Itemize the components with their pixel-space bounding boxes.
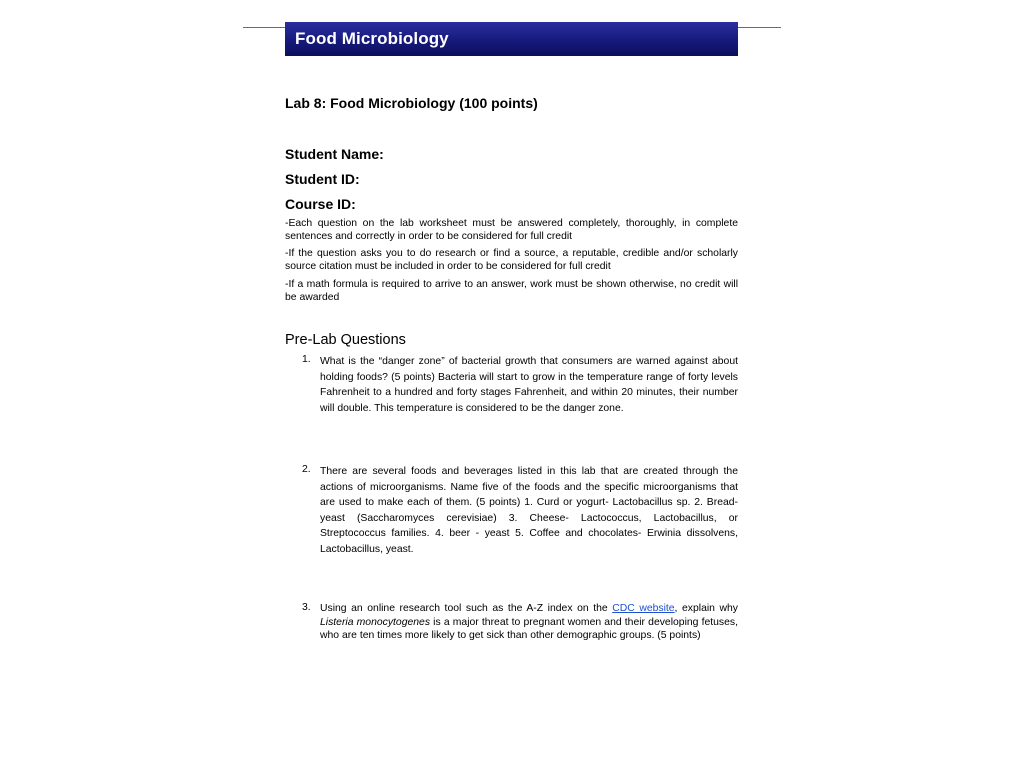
instruction-sources: -If the question asks you to do research or find a source, a reputable, credible and/or scholarly source citation must be included in order to be considered for full credit [285,248,738,272]
prelab-section-title: Pre-Lab Questions [285,332,406,348]
question-text: There are several foods and beverages listed in this lab that are created through the actions of microorganisms. Name five of the foods and the specific microorganisms that are used to make each of them. (5 points) 1. Curd or yogurt- Lactobacillus sp. 2. Bread- yeast (Saccharomyces cerevisiae) 3. Cheese- Lactococcus, Lactobacillus, or Streptococcus families. 4. beer - yeast 5. Coffee and chocolates- Erwinia dissolvens, Lactobacillus, yeast. [320,466,738,555]
question-text-part: is a major threat to pregnant women and their developing fetuses, who are ten times more likely to get sick than other demographic groups. (5 points) [320,616,738,641]
question-number: 1. [302,354,311,365]
question-number: 2. [302,464,311,475]
question-text-part: Using an online research tool such as the A-Z index on the [320,603,613,614]
document-title: Food Microbiology [295,29,449,48]
instruction-completeness: -Each question on the lab worksheet must be answered completely, thoroughly, in complete sentences and correctly in order to be considered for full credit [285,218,738,242]
question-text [320,602,738,643]
instruction-math: -If a math formula is required to arrive to an answer, work must be shown otherwise, no credit will be awarded [285,279,738,303]
lab-title: Lab 8: Food Microbiology (100 points) [285,95,538,111]
question-2 [302,464,738,557]
header-banner [285,22,738,56]
cdc-website-link[interactable]: CDC website [612,603,675,614]
organism-name: Listeria monocytogenes [320,616,431,628]
question-text: What is the “danger zone” of bacterial growth that consumers are warned against about holding foods? (5 points) Bacteria will start to grow in the temperature range of forty levels Fahrenheit to a hundred and forty stages Fahrenheit, and within 20 minutes, their number will double. This temperature is considered to be the danger zone. [320,356,738,414]
question-3 [302,602,738,643]
student-name-label: Student Name: [285,146,384,162]
question-number: 3. [302,602,311,613]
question-1 [302,354,738,416]
question-text-part: , explain why [674,603,738,614]
student-id-label: Student ID: [285,171,360,187]
course-id-label: Course ID: [285,196,356,212]
